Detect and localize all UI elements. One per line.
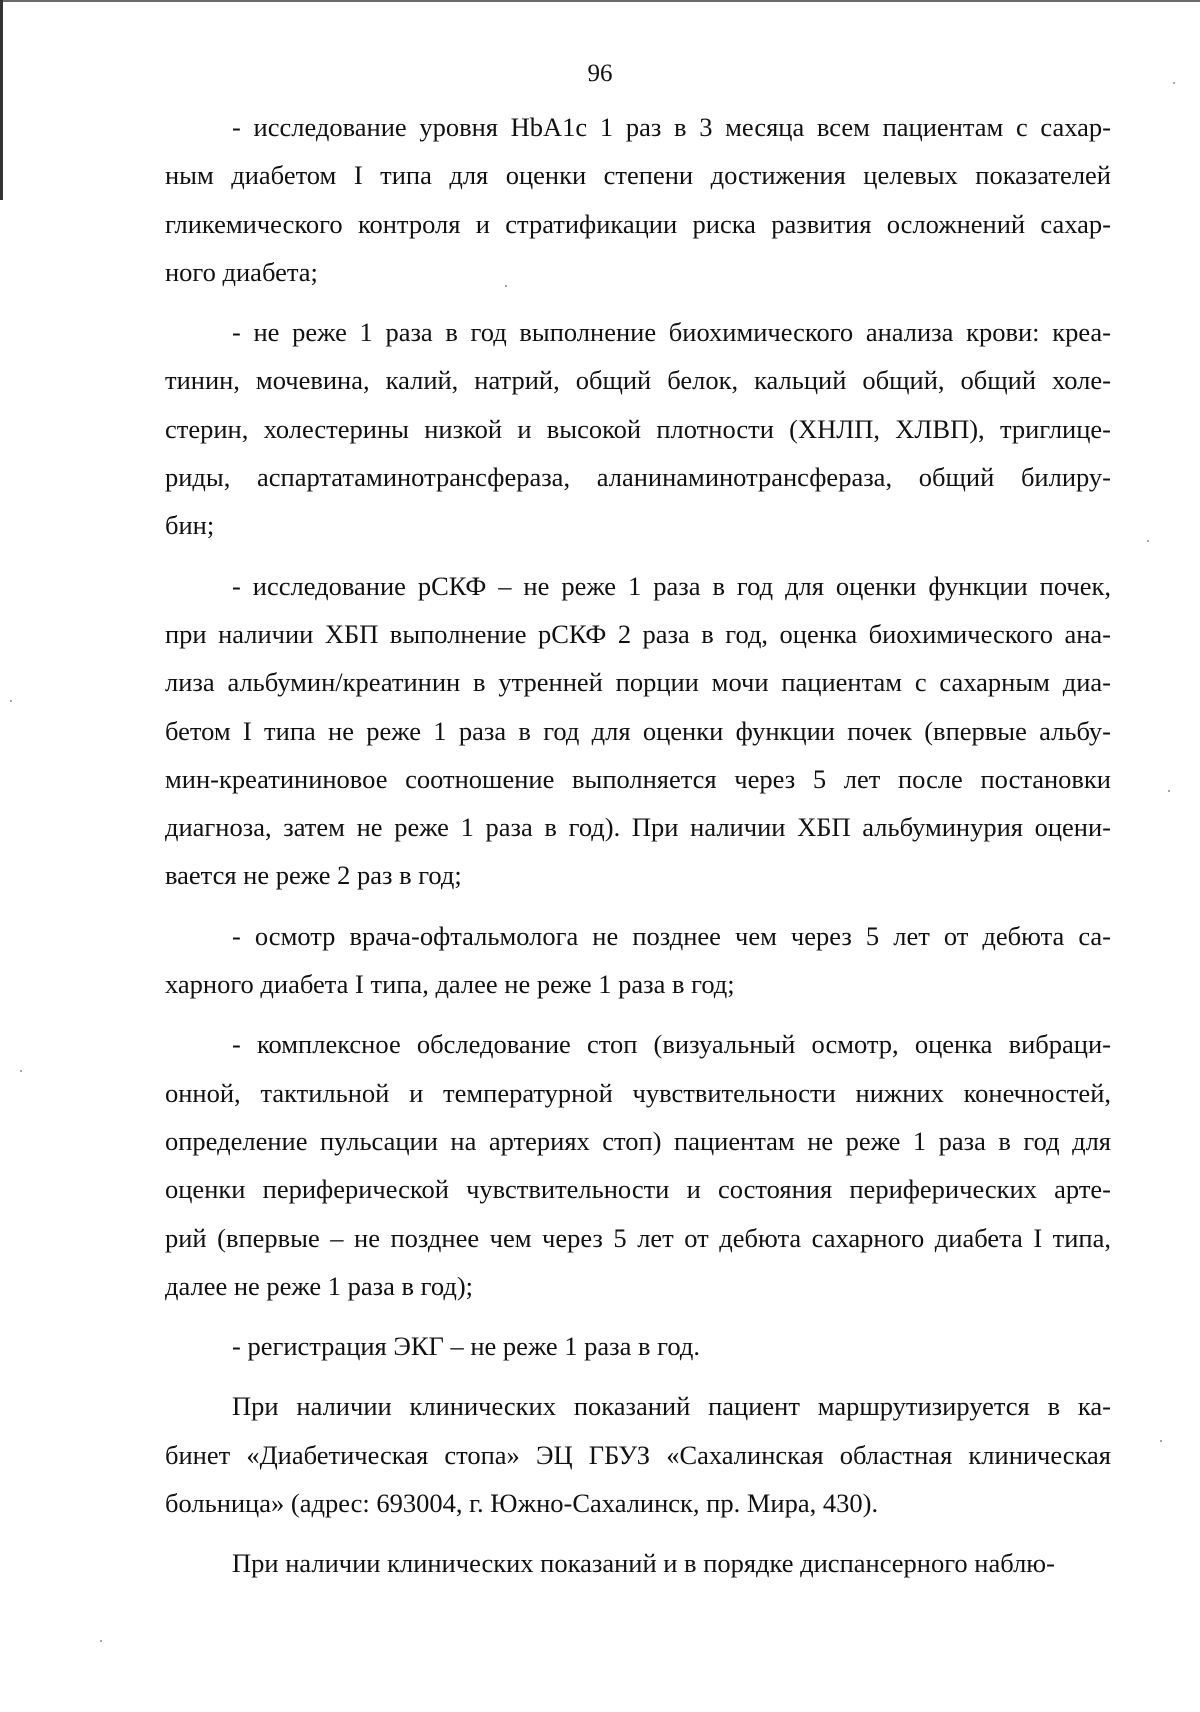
text-line: При наличии клинических показаний и в порядке диспансерного наблю- [232,1548,1055,1579]
text-line: далее не реже 1 раза в год); [165,1270,474,1301]
text-line: мин-креатининовое соотношение выполняется через 5 лет после постановки [165,763,1111,794]
text-line: ным диабетом I типа для оценки степени достижения целевых показателей [165,160,1111,191]
text-line: лиза альбумин/креатинин в утренней порции мочи пациентам с сахарным диа- [165,667,1111,698]
text-line: определение пульсации на артериях стоп) пациентам не реже 1 раза в год для [165,1125,1111,1156]
text-line: риды, аспартатаминотрансфераза, аланинаминотрансфераза, общий билиру- [165,462,1111,493]
text-line: ного диабета; [165,256,318,287]
text-line: - комплексное обследование стоп (визуальный осмотр, оценка вибраци- [232,1029,1111,1060]
text-line: диагноза, затем не реже 1 раза в год). При наличии ХБП альбуминурия оцени- [165,812,1111,843]
paragraph [165,1322,1111,1370]
paragraph [165,1539,1111,1587]
scan-speck [20,1070,22,1072]
scan-speck [505,285,507,287]
text-line: рий (впервые – не позднее чем через 5 лет от дебюта сахарного диабета I типа, [165,1222,1111,1253]
scan-top-edge [0,0,1200,2]
text-line: тинин, мочевина, калий, натрий, общий белок, кальций общий, общий холе- [165,365,1111,396]
scan-speck [100,1640,102,1642]
text-line: При наличии клинических показаний пациент маршрутизируется в ка- [232,1391,1111,1422]
page-number: 96 [587,60,613,87]
text-line: стерин, холестерины низкой и высокой плотности (ХНЛП, ХЛВП), триглице- [165,413,1111,444]
text-line: оценки периферической чувствительности и состояния периферических арте- [165,1174,1111,1205]
text-line: - не реже 1 раза в год выполнение биохимического анализа крови: креа- [232,317,1111,348]
scan-speck [1147,540,1149,542]
text-line: - исследование рСКФ – не реже 1 раза в год для оценки функции почек, [232,570,1111,601]
text-line: онной, тактильной и температурной чувствительности нижних конечностей, [165,1077,1111,1108]
text-line: - осмотр врача-офтальмолога не позднее чем через 5 лет от дебюта са- [232,920,1111,951]
paragraph [165,562,1111,900]
text-line: вается не реже 2 раз в год; [165,860,462,891]
paragraph [165,912,1111,1009]
body-text [165,103,1111,1588]
text-line: - исследование уровня HbA1c 1 раз в 3 месяца всем пациентам с сахар- [232,112,1111,142]
scan-speck [1160,1440,1162,1442]
paragraph [165,103,1111,296]
paragraph [165,308,1111,549]
scan-speck [1168,790,1170,792]
text-line: при наличии ХБП выполнение рСКФ 2 раза в год, оценка биохимического ана- [165,618,1111,649]
scan-speck [10,700,12,702]
text-line: - регистрация ЭКГ – не реже 1 раза в год. [232,1331,700,1362]
text-line: бинет «Диабетическая стопа» ЭЦ ГБУЗ «Сахалинская областная клиническая [165,1439,1111,1470]
text-line: бин; [165,510,215,541]
scan-left-edge [0,0,3,200]
scan-speck [1173,82,1175,84]
text-line: больница» (адрес: 693004, г. Южно-Сахалинск, пр. Мира, 430). [165,1488,879,1519]
paragraph [165,1020,1111,1310]
paragraph [165,1382,1111,1527]
text-line: гликемического контроля и стратификации риска развития осложнений сахар- [165,208,1111,239]
text-line: харного диабета I типа, далее не реже 1 раза в год; [165,969,735,1000]
text-line: бетом I типа не реже 1 раза в год для оценки функции почек (впервые альбу- [165,715,1111,746]
